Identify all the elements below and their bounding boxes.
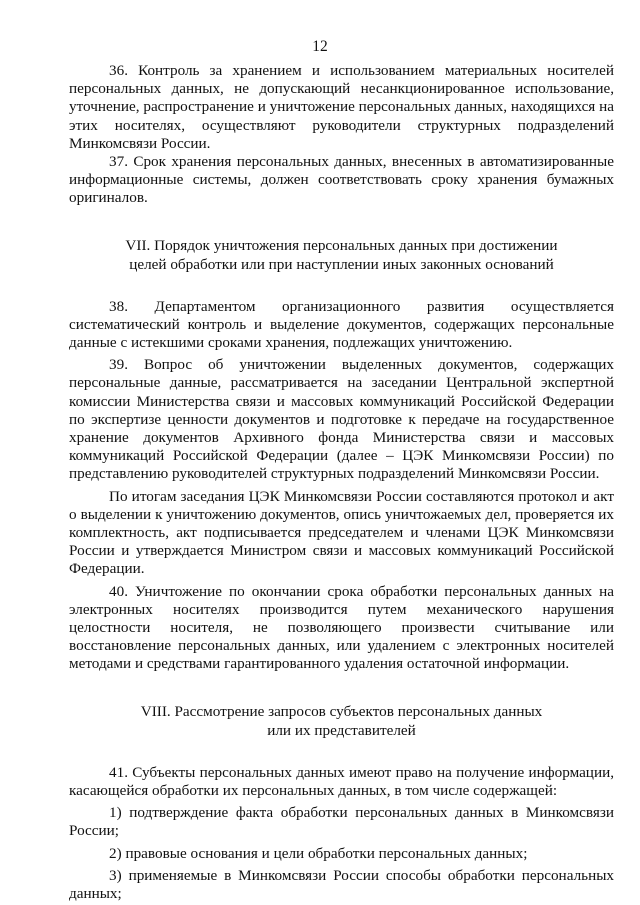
page-number: 12 xyxy=(312,38,328,55)
section-8-heading xyxy=(69,702,614,740)
paragraph-39: 39. Вопрос об уничтожении выделенных документов, содержащих персональные данные, рассматривается на заседании Центральной экспертной комиссии Министерства связи и массовых коммуникаций Российской Федерации по экспертизе ценности документов и подготовке к передаче на государственное хранение документов Архивного фонда Министерства связи и массовых коммуникаций Российской Федерации (далее – ЦЭК Минкомсвязи России) по представлению руководителей структурных подразделений Минкомсвязи России. xyxy=(69,356,614,483)
list-item-1: 1) подтверждение факта обработки персональных данных в Минкомсвязи России; xyxy=(69,804,614,840)
section-7-heading-line-2: целей обработки или при наступлении иных законных оснований xyxy=(129,255,554,273)
paragraph-37: 37. Срок хранения персональных данных, внесенных в автоматизированные информационные системы, должен соответствовать сроку хранения бумажных оригиналов. xyxy=(69,153,614,207)
list-item-3: 3) применяемые в Минкомсвязи России способы обработки персональных данных; xyxy=(69,866,614,902)
paragraph-39-continuation: По итогам заседания ЦЭК Минкомсвязи России составляются протокол и акт о выделении к уничтожению документов, опись уничтожаемых дел, проверяется их комплектность, акт подписывается председателем и членами ЦЭК Минкомсвязи России и утверждается Министром связи и массовых коммуникаций Российской Федерации. xyxy=(69,487,614,578)
section-8-heading-line-2: или их представителей xyxy=(267,721,416,739)
paragraph-41: 41. Субъекты персональных данных имеют право на получение информации, касающейся обработки их персональных данных, в том числе содержащей: xyxy=(69,763,614,799)
paragraph-36: 36. Контроль за хранением и использованием материальных носителей персональных данных, не допускающий несанкционированное использование, уточнение, распространение и уничтожение персональных данных, находящихся на этих носителях, осуществляют руководители структурных подразделений Минкомсвязи России. xyxy=(69,62,614,152)
list-item-2: 2) правовые основания и цели обработки персональных данных; xyxy=(109,844,528,862)
section-7-heading-line-1: VII. Порядок уничтожения персональных данных при достижении xyxy=(125,236,558,254)
paragraph-38: 38. Департаментом организационного развития осуществляется систематический контроль и выделение документов, содержащих персональные данные с истекшими сроками хранения, подлежащих уничтожению. xyxy=(69,297,614,352)
section-7-heading xyxy=(69,236,614,274)
paragraph-40: 40. Уничтожение по окончании срока обработки персональных данных на электронных носителях производится путем механического нарушения целостности носителя, не позволяющего произвести считывание или восстановление персональных данных, или удалением с электронных носителей методами и средствами гарантированного удаления остаточной информации. xyxy=(69,582,614,673)
document-body xyxy=(69,62,614,903)
section-8-heading-line-1: VIII. Рассмотрение запросов субъектов персональных данных xyxy=(140,702,543,720)
